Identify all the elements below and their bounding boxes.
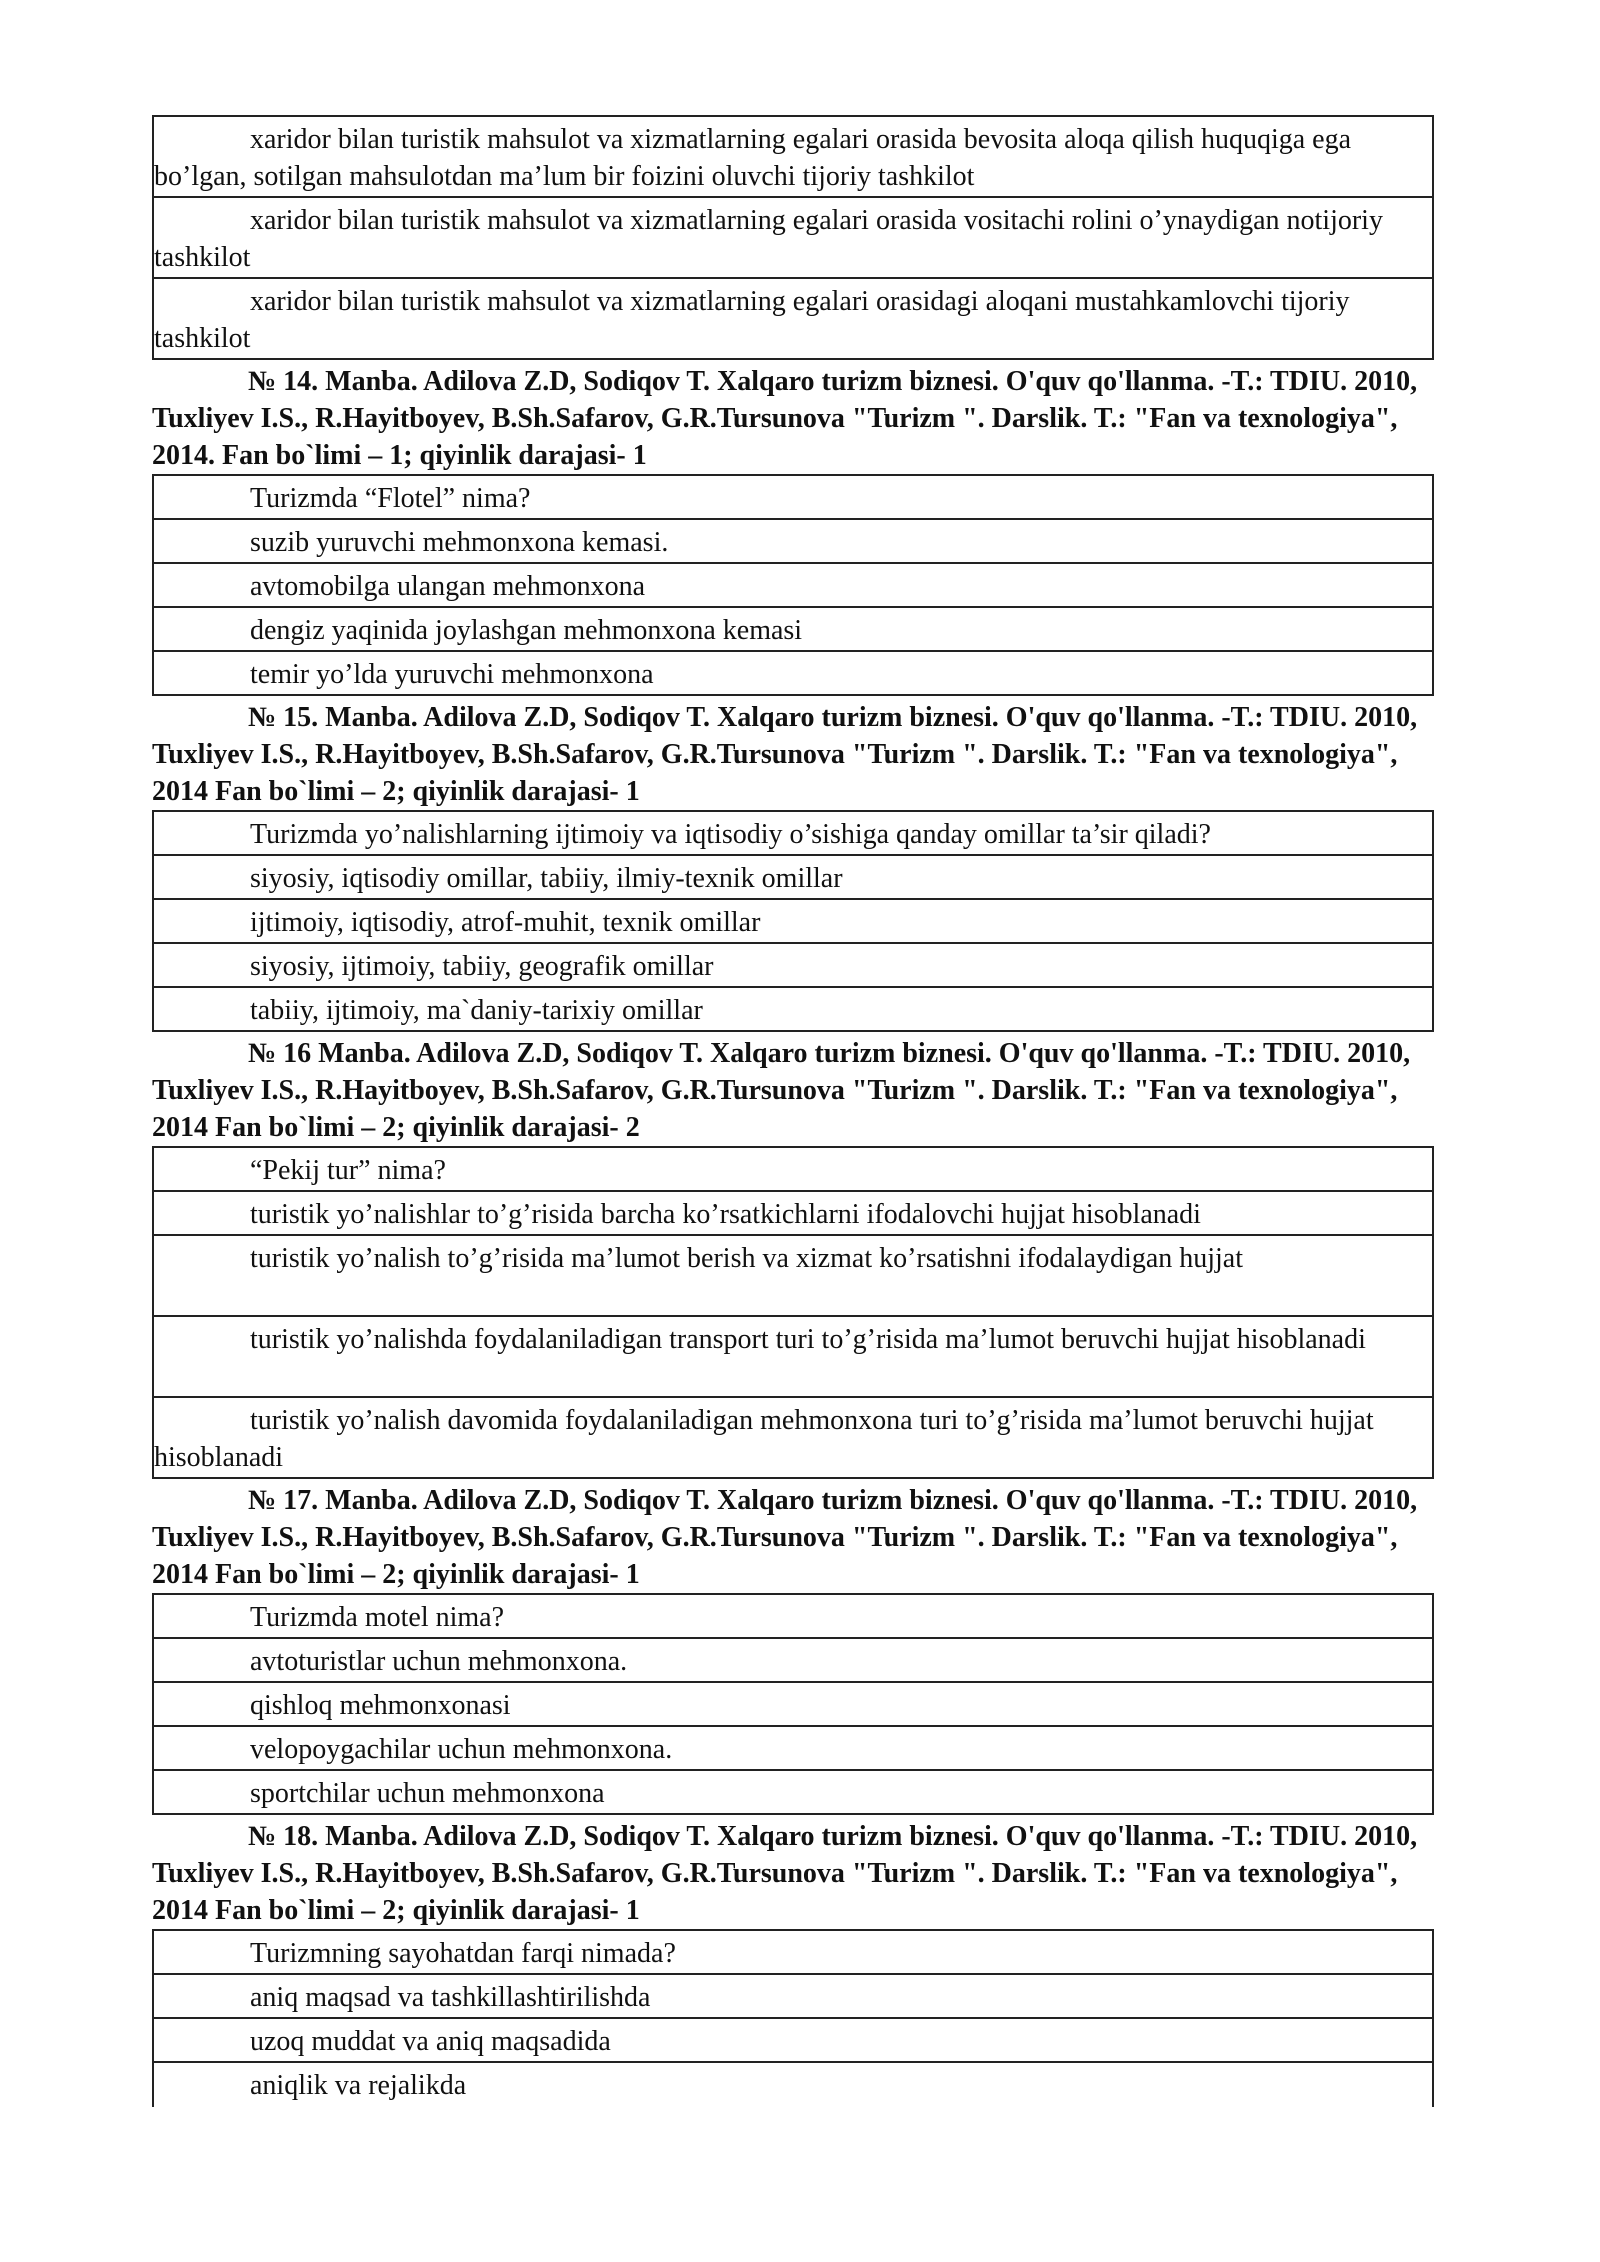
question-table — [152, 810, 1434, 1032]
answer-option: turistik yo’nalishda foydalaniladigan transport turi to’g’risida ma’lumot beruvchi hujjat hisoblanadi — [154, 1317, 1432, 1398]
question-header: № 16 Manba. Adilova Z.D, Sodiqov T. Xalqaro turizm biznesi. O'quv qo'llanma. -T.: TDIU. 2010, Tuxliyev I.S., R.Hayitboyev, B.Sh.Safarov, G.R.Tursunova "Turizm ". Darslik. T.: "Fan va texnologiya", 2014 Fan bo`limi – 2; qiyinlik darajasi- 2 — [152, 1038, 1411, 1143]
answer-option: velopoygachilar uchun mehmonxona. — [154, 1727, 1432, 1771]
question-text: Turizmning sayohatdan farqi nimada? — [154, 1931, 1432, 1975]
answer-option: qishloq mehmonxonasi — [154, 1683, 1432, 1727]
answer-option: xaridor bilan turistik mahsulot va xizmatlarning egalari orasida bevosita aloqa qilish huquqiga ega bo’lgan, sotilgan mahsulotdan ma’lum bir foizini oluvchi tijoriy tashkilot — [154, 117, 1432, 198]
answer-option: dengiz yaqinida joylashgan mehmonxona kemasi — [154, 608, 1432, 652]
answer-option: ijtimoiy, iqtisodiy, atrof-muhit, texnik omillar — [154, 900, 1432, 944]
answer-option: xaridor bilan turistik mahsulot va xizmatlarning egalari orasidagi aloqani mustahkamlovchi tijoriy tashkilot — [154, 279, 1432, 360]
answer-option: siyosiy, iqtisodiy omillar, tabiiy, ilmiy-texnik omillar — [154, 856, 1432, 900]
question-table — [152, 474, 1434, 696]
answer-option: aniq maqsad va tashkillashtirilishda — [154, 1975, 1432, 2019]
answer-option: tabiiy, ijtimoiy, ma`daniy-tarixiy omillar — [154, 988, 1432, 1032]
question-table — [152, 1593, 1434, 1815]
answer-option: temir yo’lda yuruvchi mehmonxona — [154, 652, 1432, 696]
question-table — [152, 1929, 1434, 2107]
answer-option: sportchilar uchun mehmonxona — [154, 1771, 1432, 1815]
question-header: № 15. Manba. Adilova Z.D, Sodiqov T. Xalqaro turizm biznesi. O'quv qo'llanma. -T.: TDIU. 2010, Tuxliyev I.S., R.Hayitboyev, B.Sh.Safarov, G.R.Tursunova "Turizm ". Darslik. T.: "Fan va texnologiya", 2014 Fan bo`limi – 2; qiyinlik darajasi- 1 — [152, 702, 1418, 807]
question-text: Turizmda yo’nalishlarning ijtimoiy va iqtisodiy o’sishiga qanday omillar ta’sir qiladi? — [154, 812, 1432, 856]
answer-option: siyosiy, ijtimoiy, tabiiy, geografik omillar — [154, 944, 1432, 988]
answer-option: avtoturistlar uchun mehmonxona. — [154, 1639, 1432, 1683]
question-text: Turizmda “Flotel” nima? — [154, 476, 1432, 520]
question-text: Turizmda motel nima? — [154, 1595, 1432, 1639]
answer-option: turistik yo’nalishlar to’g’risida barcha ko’rsatkichlarni ifodalovchi hujjat hisoblanadi — [154, 1192, 1432, 1236]
question-header: № 18. Manba. Adilova Z.D, Sodiqov T. Xalqaro turizm biznesi. O'quv qo'llanma. -T.: TDIU. 2010, Tuxliyev I.S., R.Hayitboyev, B.Sh.Safarov, G.R.Tursunova "Turizm ". Darslik. T.: "Fan va texnologiya", 2014 Fan bo`limi – 2; qiyinlik darajasi- 1 — [152, 1821, 1418, 1926]
answer-option: turistik yo’nalish davomida foydalaniladigan mehmonxona turi to’g’risida ma’lumot beruvchi hujjat hisoblanadi — [154, 1398, 1432, 1479]
answer-table-carryover — [152, 115, 1434, 360]
document-page — [152, 115, 1434, 2107]
question-text: “Pekij tur” nima? — [154, 1148, 1432, 1192]
question-header: № 14. Manba. Adilova Z.D, Sodiqov T. Xalqaro turizm biznesi. O'quv qo'llanma. -T.: TDIU. 2010, Tuxliyev I.S., R.Hayitboyev, B.Sh.Safarov, G.R.Tursunova "Turizm ". Darslik. T.: "Fan va texnologiya", 2014. Fan bo`limi – 1; qiyinlik darajasi- 1 — [152, 366, 1418, 471]
answer-option: suzib yuruvchi mehmonxona kemasi. — [154, 520, 1432, 564]
answer-option: aniqlik va rejalikda — [250, 2070, 467, 2101]
answer-option: uzoq muddat va aniq maqsadida — [154, 2019, 1432, 2063]
answer-option: turistik yo’nalish to’g’risida ma’lumot berish va xizmat ko’rsatishni ifodalaydigan hujjat — [154, 1236, 1432, 1317]
question-header: № 17. Manba. Adilova Z.D, Sodiqov T. Xalqaro turizm biznesi. O'quv qo'llanma. -T.: TDIU. 2010, Tuxliyev I.S., R.Hayitboyev, B.Sh.Safarov, G.R.Tursunova "Turizm ". Darslik. T.: "Fan va texnologiya", 2014 Fan bo`limi – 2; qiyinlik darajasi- 1 — [152, 1485, 1418, 1590]
answer-option: avtomobilga ulangan mehmonxona — [154, 564, 1432, 608]
question-table — [152, 1146, 1434, 1479]
answer-option: xaridor bilan turistik mahsulot va xizmatlarning egalari orasida vositachi rolini o’ynaydigan notijoriy tashkilot — [154, 198, 1432, 279]
